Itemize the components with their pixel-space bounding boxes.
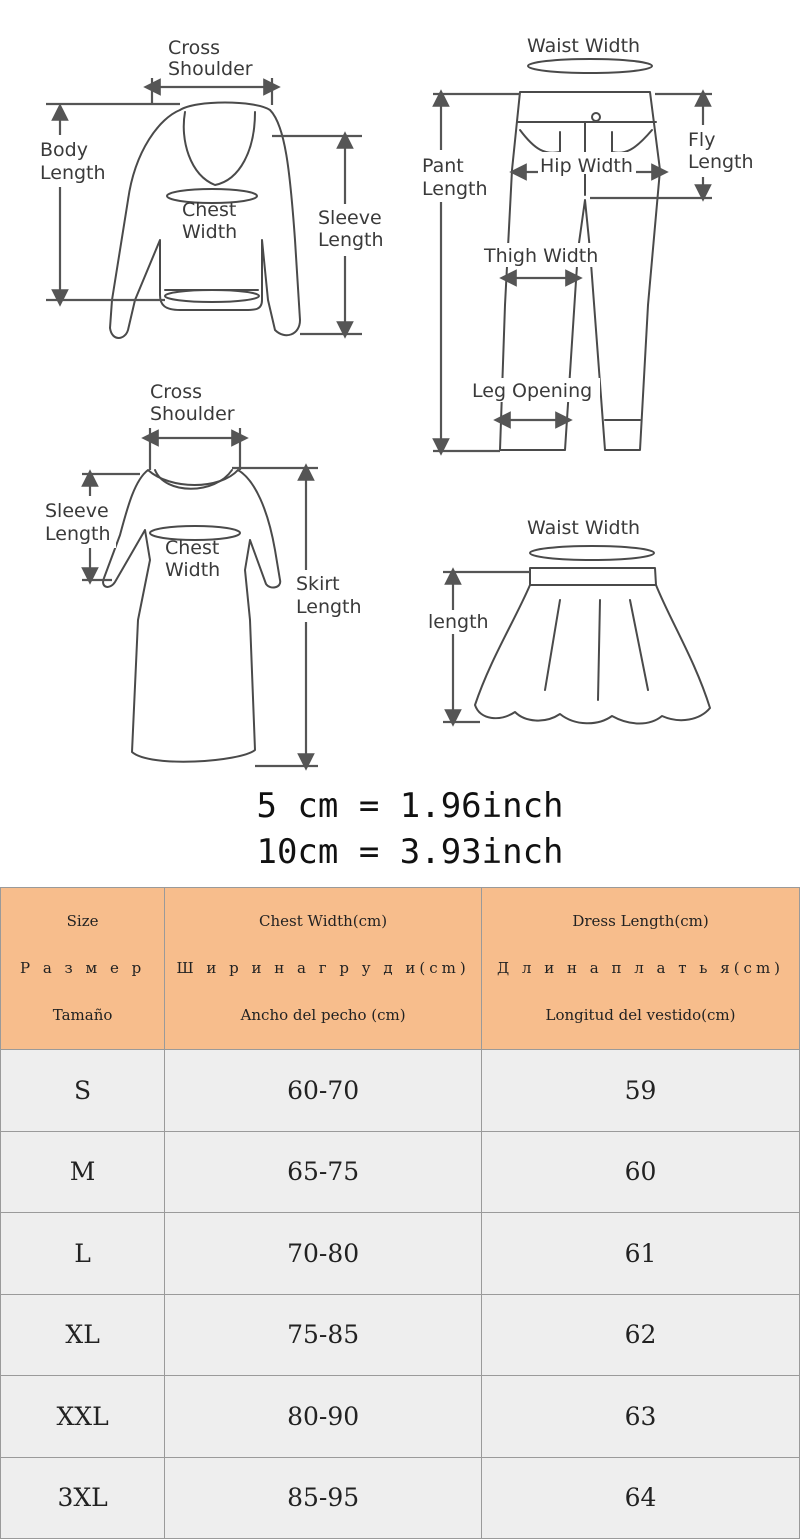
chest-cell: 85-95 — [165, 1457, 482, 1539]
dress-sleeve-length-label-1: Sleeve — [45, 500, 109, 522]
skirt-length-label: length — [428, 611, 489, 633]
length-cell: 63 — [482, 1376, 800, 1458]
header-chest-es: Ancho del pecho (cm) — [240, 1006, 406, 1024]
sweater-cross-shoulder-label-2: Shoulder — [168, 58, 253, 80]
chest-cell: 70-80 — [165, 1213, 482, 1295]
header-size-ru: Р а з м е р — [19, 959, 146, 977]
header-chest-width — [165, 888, 482, 1050]
header-size-en: Size — [66, 912, 99, 930]
table-row — [1, 1131, 800, 1213]
length-cell: 61 — [482, 1213, 800, 1295]
sweater-body-length-label-1: Body — [40, 139, 88, 161]
conversion-line-1: 5 cm = 1.96inch — [256, 786, 564, 826]
header-chest-ru: Ш и р и н а г р у д и(cm) — [176, 959, 470, 977]
header-length-en: Dress Length(cm) — [572, 912, 709, 930]
header-dress-length — [482, 888, 800, 1050]
table-row — [1, 1376, 800, 1458]
dress-chest-width-label-1: Chest — [165, 537, 220, 559]
dress-chest-width-label-2: Width — [165, 559, 221, 581]
pants-hip-width-label: Hip Width — [540, 155, 633, 177]
pants-waist-width-label: Waist Width — [527, 35, 641, 57]
dress-drawing — [103, 470, 280, 762]
sweater-chest-width-label-2: Width — [182, 221, 238, 243]
skirt-waist-width-label: Waist Width — [527, 517, 641, 539]
header-size-es: Tamaño — [52, 1006, 113, 1024]
pants-fly-length-label-2: Length — [688, 151, 754, 173]
sweater-body-length-label-2: Length — [40, 162, 106, 184]
unit-conversion — [0, 783, 800, 875]
pants-pant-length-label-1: Pant — [422, 155, 464, 177]
size-cell: S — [1, 1050, 165, 1132]
size-cell: XL — [1, 1294, 165, 1376]
length-cell: 64 — [482, 1457, 800, 1539]
chest-cell: 80-90 — [165, 1376, 482, 1458]
sweater-cross-shoulder-label-1: Cross — [168, 37, 221, 59]
conversion-line-2: 10cm = 3.93inch — [256, 832, 564, 872]
size-cell: L — [1, 1213, 165, 1295]
header-chest-en: Chest Width(cm) — [259, 912, 388, 930]
length-cell: 60 — [482, 1131, 800, 1213]
size-chart-table — [0, 887, 800, 1539]
table-header-row — [1, 888, 800, 1050]
pants-pant-length-label-2: Length — [422, 178, 488, 200]
dress-cross-shoulder-label-2: Shoulder — [150, 403, 235, 425]
chest-cell: 60-70 — [165, 1050, 482, 1132]
size-cell: M — [1, 1131, 165, 1213]
table-row — [1, 1294, 800, 1376]
header-size — [1, 888, 165, 1050]
dress-sleeve-length-label-2: Length — [45, 523, 111, 545]
pants-thigh-width-label: Thigh Width — [484, 245, 599, 267]
table-row — [1, 1050, 800, 1132]
dress-skirt-length-label-1: Skirt — [296, 573, 340, 595]
length-cell: 59 — [482, 1050, 800, 1132]
header-length-ru: Д л и н а п л а т ь я(cm) — [496, 959, 785, 977]
dress-skirt-length-label-2: Length — [296, 596, 362, 618]
pants-leg-opening-label: Leg Opening — [472, 380, 593, 402]
chest-cell: 65-75 — [165, 1131, 482, 1213]
chest-cell: 75-85 — [165, 1294, 482, 1376]
sweater-chest-width-label-1: Chest — [182, 199, 237, 221]
header-length-es: Longitud del vestido(cm) — [545, 1006, 736, 1024]
dress-cross-shoulder-label-1: Cross — [150, 381, 203, 403]
length-cell: 62 — [482, 1294, 800, 1376]
pants-fly-length-label-1: Fly — [688, 129, 716, 151]
size-cell: 3XL — [1, 1457, 165, 1539]
sweater-sleeve-length-label-1: Sleeve — [318, 207, 382, 229]
table-row — [1, 1457, 800, 1539]
size-cell: XXL — [1, 1376, 165, 1458]
sweater-sleeve-length-label-2: Length — [318, 229, 384, 251]
table-row — [1, 1213, 800, 1295]
